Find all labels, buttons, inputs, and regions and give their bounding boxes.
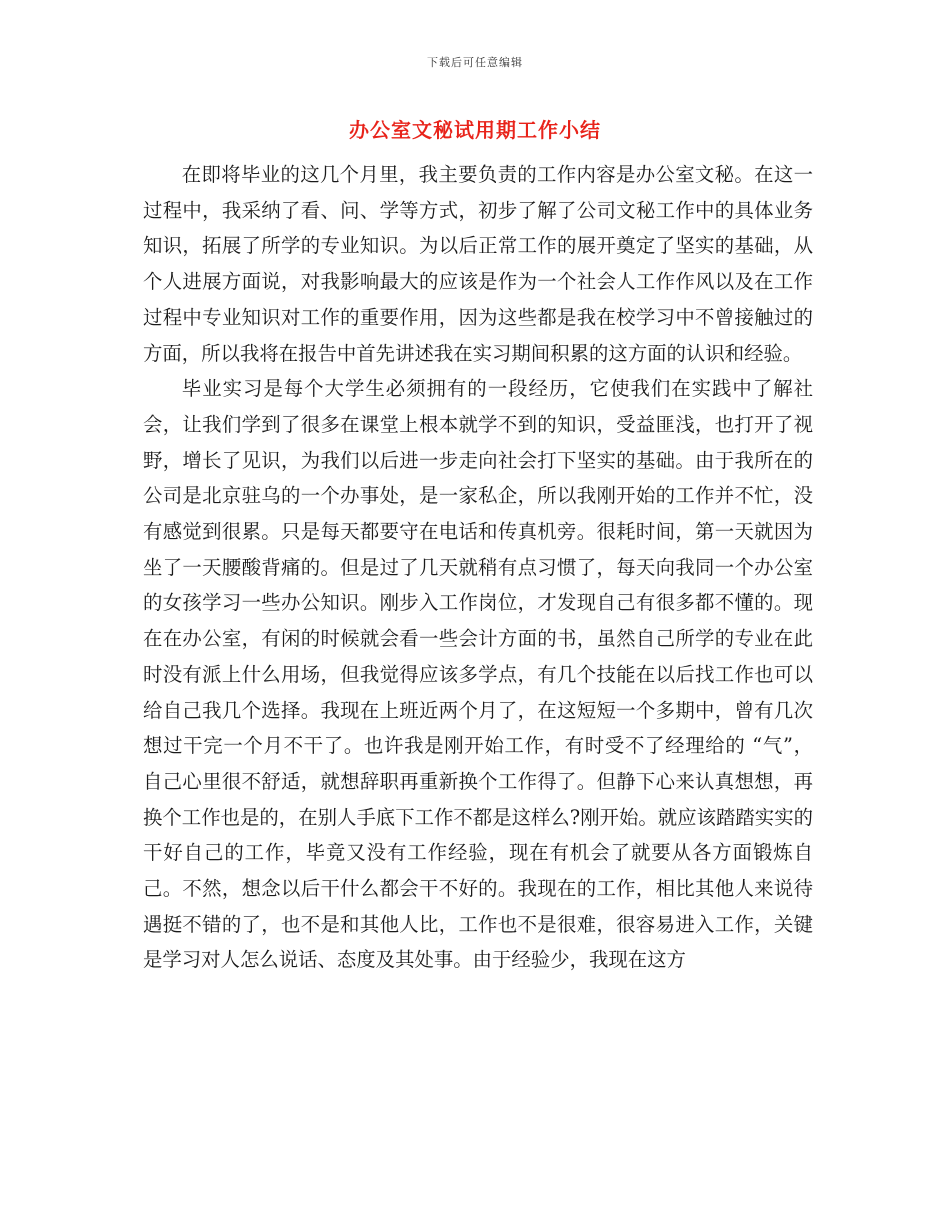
- header-note: 下载后可任意编辑: [427, 56, 523, 69]
- paragraph-1: 在即将毕业的这几个月里，我主要负责的工作内容是办公室文秘。在这一过程中，我采纳了看、问、学等方式，初步了解了公司文秘工作中的具体业务知识，拓展了所学的专业知识。为以后正常工作的展开奠定了坚实的基础，从个人进展方面说，对我影响最大的应该是作为一个社会人工作作风以及在工作过程中专业知识对工作的重要作用，因为这些都是我在校学习中不曾接触过的方面，所以我将在报告中首先讲述我在实习期间积累的这方面的认识和经验。: [143, 163, 813, 365]
- document-body: [143, 157, 813, 978]
- document-title: 办公室文秘试用期工作小结: [349, 118, 601, 142]
- paragraph-2: 毕业实习是每个大学生必须拥有的一段经历，它使我们在实践中了解社会，让我们学到了很多在课堂上根本就学不到的知识，受益匪浅，也打开了视野，增长了见识，为我们以后进一步走向社会打下坚实的基础。由于我所在的公司是北京驻乌的一个办事处，是一家私企，所以我刚开始的工作并不忙，没有感觉到很累。只是每天都要守在电话和传真机旁。很耗时间，第一天就因为坐了一天腰酸背痛的。但是过了几天就稍有点习惯了，每天向我同一个办公室的女孩学习一些办公知识。刚步入工作岗位，才发现自己有很多都不懂的。现在在办公室，有闲的时候就会看一些会计方面的书，虽然自己所学的专业在此时没有派上什么用场，但我觉得应该多学点，有几个技能在以后找工作也可以给自己我几个选择。我现在上班近两个月了，在这短短一个多期中，曾有几次想过干完一个月不干了。也许我是刚开始工作，有时受不了经理给的 “气”， 自己心里很不舒适，就想辞职再重新换个工作得了。但静下心来认真想想，再换个工作也是的，在别人手底下工作不都是这样么?刚开始。就应该踏踏实实的干好自己的工作，毕竟又没有工作经验，现在有机会了就要从各方面锻炼自己。不然，想念以后干什么都会干不好的。我现在的工作，相比其他人来说待遇挺不错的了，也不是和其他人比，工作也不是很难，很容易进入工作，关键是学习对人怎么说话、态度及其处事。由于经验少，我现在这方: [143, 377, 813, 972]
